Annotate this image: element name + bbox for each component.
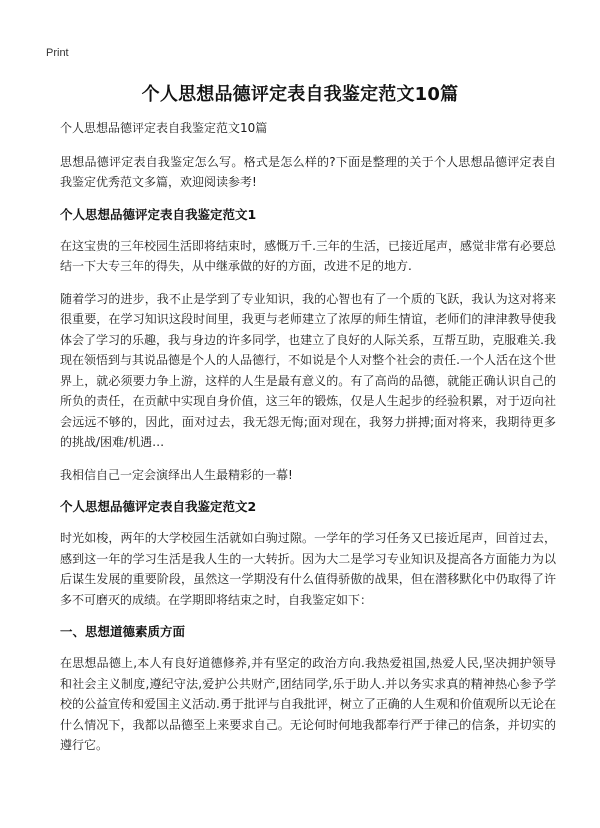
section2-paragraph: 时光如梭，两年的大学校园生活就如白驹过隙。一学年的学习任务又已接近尾声，回首过去，感到这一年的学习生活是我人生的一大转折。因为大二是学习专业知识及提高各方面能力为以后谋生发展的重要阶段，虽然这一学期没有什么值得骄傲的战果，但在潜移默化中仍取得了许多不可磨灭的成绩。在学期即将结束之时，自我鉴定如下： <box>60 531 556 607</box>
document-content <box>60 118 556 768</box>
page-title: 个人思想品德评定表自我鉴定范文10篇 <box>141 84 459 105</box>
section1-paragraph: 在这宝贵的三年校园生活即将结束时，感慨万千.三年的生活，已接近尾声，感觉非常有必要总结一下大专三年的得失，从中继承做的好的方面，改进不足的地方. <box>60 238 556 273</box>
section-heading-1: 个人思想品德评定表自我鉴定范文1 <box>60 206 257 222</box>
section1-paragraph: 随着学习的进步，我不止是学到了专业知识，我的心智也有了一个质的飞跃，我认为这对将来很重要，在学习知识这段时间里，我更与老师建立了浓厚的师生情谊，老师们的津津教导使我体会了学习的乐趣，我与身边的许多同学，也建立了良好的人际关系，互帮互助，克服难关.我现在领悟到与其说品德是个人的人品德行，不如说是个人对整个社会的责任.一个人活在这个世界上，就必须要力争上游，这样的人生是最有意义的。有了高尚的品德，就能正确认识自己的所负的责任，在贡献中实现自身价值，这三年的锻炼，仅是人生起步的经验积累，对于迈向社会远远不够的，因此，面对过去，我无怨无悔;面对现在，我努力拼搏;面对将来，我期待更多的挑战/困难/机遇… <box>60 291 556 449</box>
section-heading-2: 个人思想品德评定表自我鉴定范文2 <box>60 499 257 514</box>
section3-paragraph: 在思想品德上,本人有良好道德修养,并有坚定的政治方向.我热爱祖国,热爱人民,坚决拥护领导和社会主义制度,遵纪守法,爱护公共财产,团结同学,乐于助人.并以务实求真的精神热心参予学校的公益宣传和爱国主义活动.勇于批评与自我批评，树立了正确的人生观和价值观所以无论在什么情况下，我都以品德至上来要求自己。无论何时何地我都奉行严于律己的信条，并切实的遵行它。 <box>60 656 556 752</box>
document-subtitle: 个人思想品德评定表自我鉴定范文10篇 <box>60 121 268 135</box>
print-label: Print <box>46 47 69 59</box>
section1-paragraph: 我相信自己一定会演绎出人生最精彩的一幕! <box>60 467 293 482</box>
section-heading-3: 一、思想道德素质方面 <box>60 624 186 639</box>
intro-paragraph: 思想品德评定表自我鉴定怎么写。格式是怎么样的?下面是整理的关于个人思想品德评定表自我鉴定优秀范文多篇，欢迎阅读参考! <box>60 154 556 189</box>
